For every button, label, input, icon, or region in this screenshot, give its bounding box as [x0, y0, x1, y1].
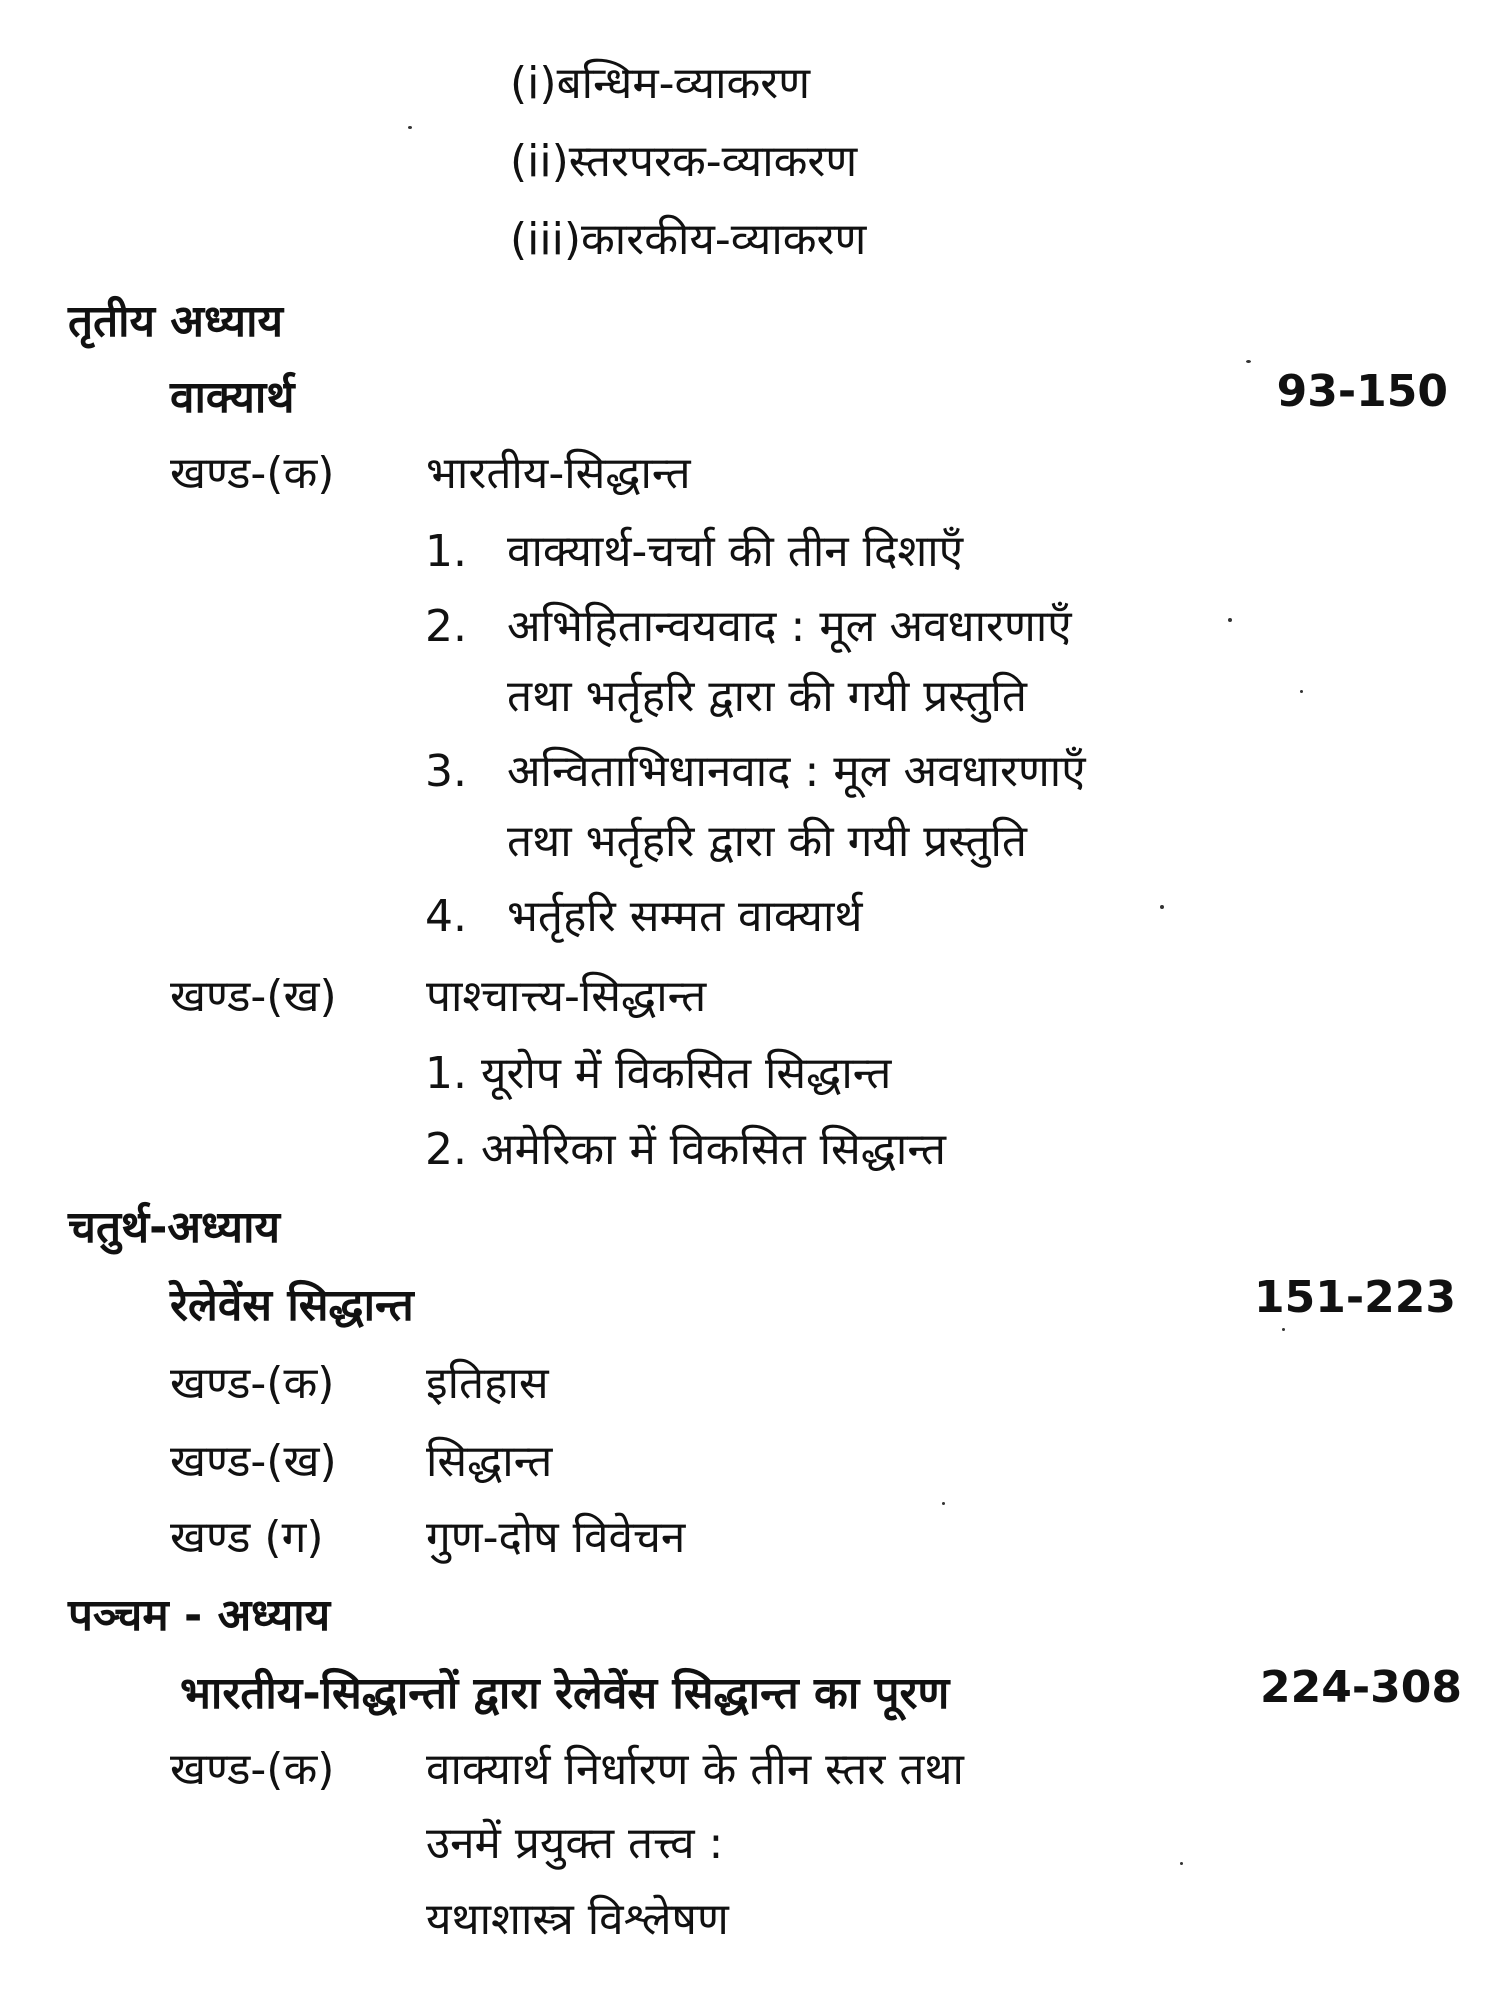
chapter-title: वाक्यार्थ	[170, 372, 295, 423]
list-item-continuation: तथा भर्तृहरि द्वारा की गयी प्रस्तुति	[507, 671, 1027, 722]
chapter-heading: चतुर्थ-अध्याय	[68, 1202, 280, 1253]
section-heading: खण्ड-(क) इतिहास	[170, 1358, 549, 1409]
list-item: 1. यूरोप में विकसित सिद्धान्त	[425, 1048, 892, 1099]
scan-speck	[942, 1502, 945, 1505]
scan-speck	[1282, 1328, 1285, 1331]
list-item: 2. अभिहितान्वयवाद : मूल अवधारणाएँ	[425, 601, 1072, 652]
page-range: 224-308	[1260, 1662, 1462, 1713]
section-heading: खण्ड-(ख) सिद्धान्त	[170, 1436, 553, 1487]
section-heading: खण्ड-(ख) पाश्चात्त्य-सिद्धान्त	[170, 971, 707, 1022]
toc-subitem: (i)बन्धिम-व्याकरण	[510, 58, 811, 109]
list-item: 4. भर्तृहरि सम्मत वाक्यार्थ	[425, 891, 863, 942]
list-item: 3. अन्विताभिधानवाद : मूल अवधारणाएँ	[425, 746, 1086, 797]
scan-speck	[1180, 1862, 1183, 1865]
section-heading: खण्ड-(क) वाक्यार्थ निर्धारण के तीन स्तर तथा	[170, 1744, 964, 1795]
toc-subitem: (ii)स्तरपरक-व्याकरण	[510, 136, 858, 187]
scan-speck	[1160, 905, 1164, 909]
list-item-continuation: तथा भर्तृहरि द्वारा की गयी प्रस्तुति	[507, 816, 1027, 867]
chapter-heading: पञ्चम - अध्याय	[68, 1590, 331, 1641]
list-item: 1. वाक्यार्थ-चर्चा की तीन दिशाएँ	[425, 526, 964, 577]
page-range: 151-223	[1254, 1272, 1456, 1323]
chapter-title: भारतीय-सिद्धान्तों द्वारा रेलेवेंस सिद्धान्त का पूरण	[180, 1668, 950, 1719]
section-heading: खण्ड (ग) गुण-दोष विवेचन	[170, 1512, 686, 1563]
scan-speck	[1228, 618, 1232, 622]
section-continuation: यथाशास्त्र विश्लेषण	[426, 1894, 729, 1945]
scan-speck	[1300, 690, 1303, 693]
scan-speck	[1246, 360, 1251, 363]
chapter-title: रेलेवेंस सिद्धान्त	[170, 1280, 414, 1331]
page-range: 93-150	[1276, 366, 1448, 417]
list-item: 2. अमेरिका में विकसित सिद्धान्त	[425, 1124, 946, 1175]
scan-speck	[408, 126, 412, 129]
chapter-heading: तृतीय अध्याय	[68, 296, 283, 347]
section-heading: खण्ड-(क) भारतीय-सिद्धान्त	[170, 448, 691, 499]
toc-subitem: (iii)कारकीय-व्याकरण	[510, 214, 867, 265]
section-continuation: उनमें प्रयुक्त तत्त्व :	[426, 1818, 724, 1869]
